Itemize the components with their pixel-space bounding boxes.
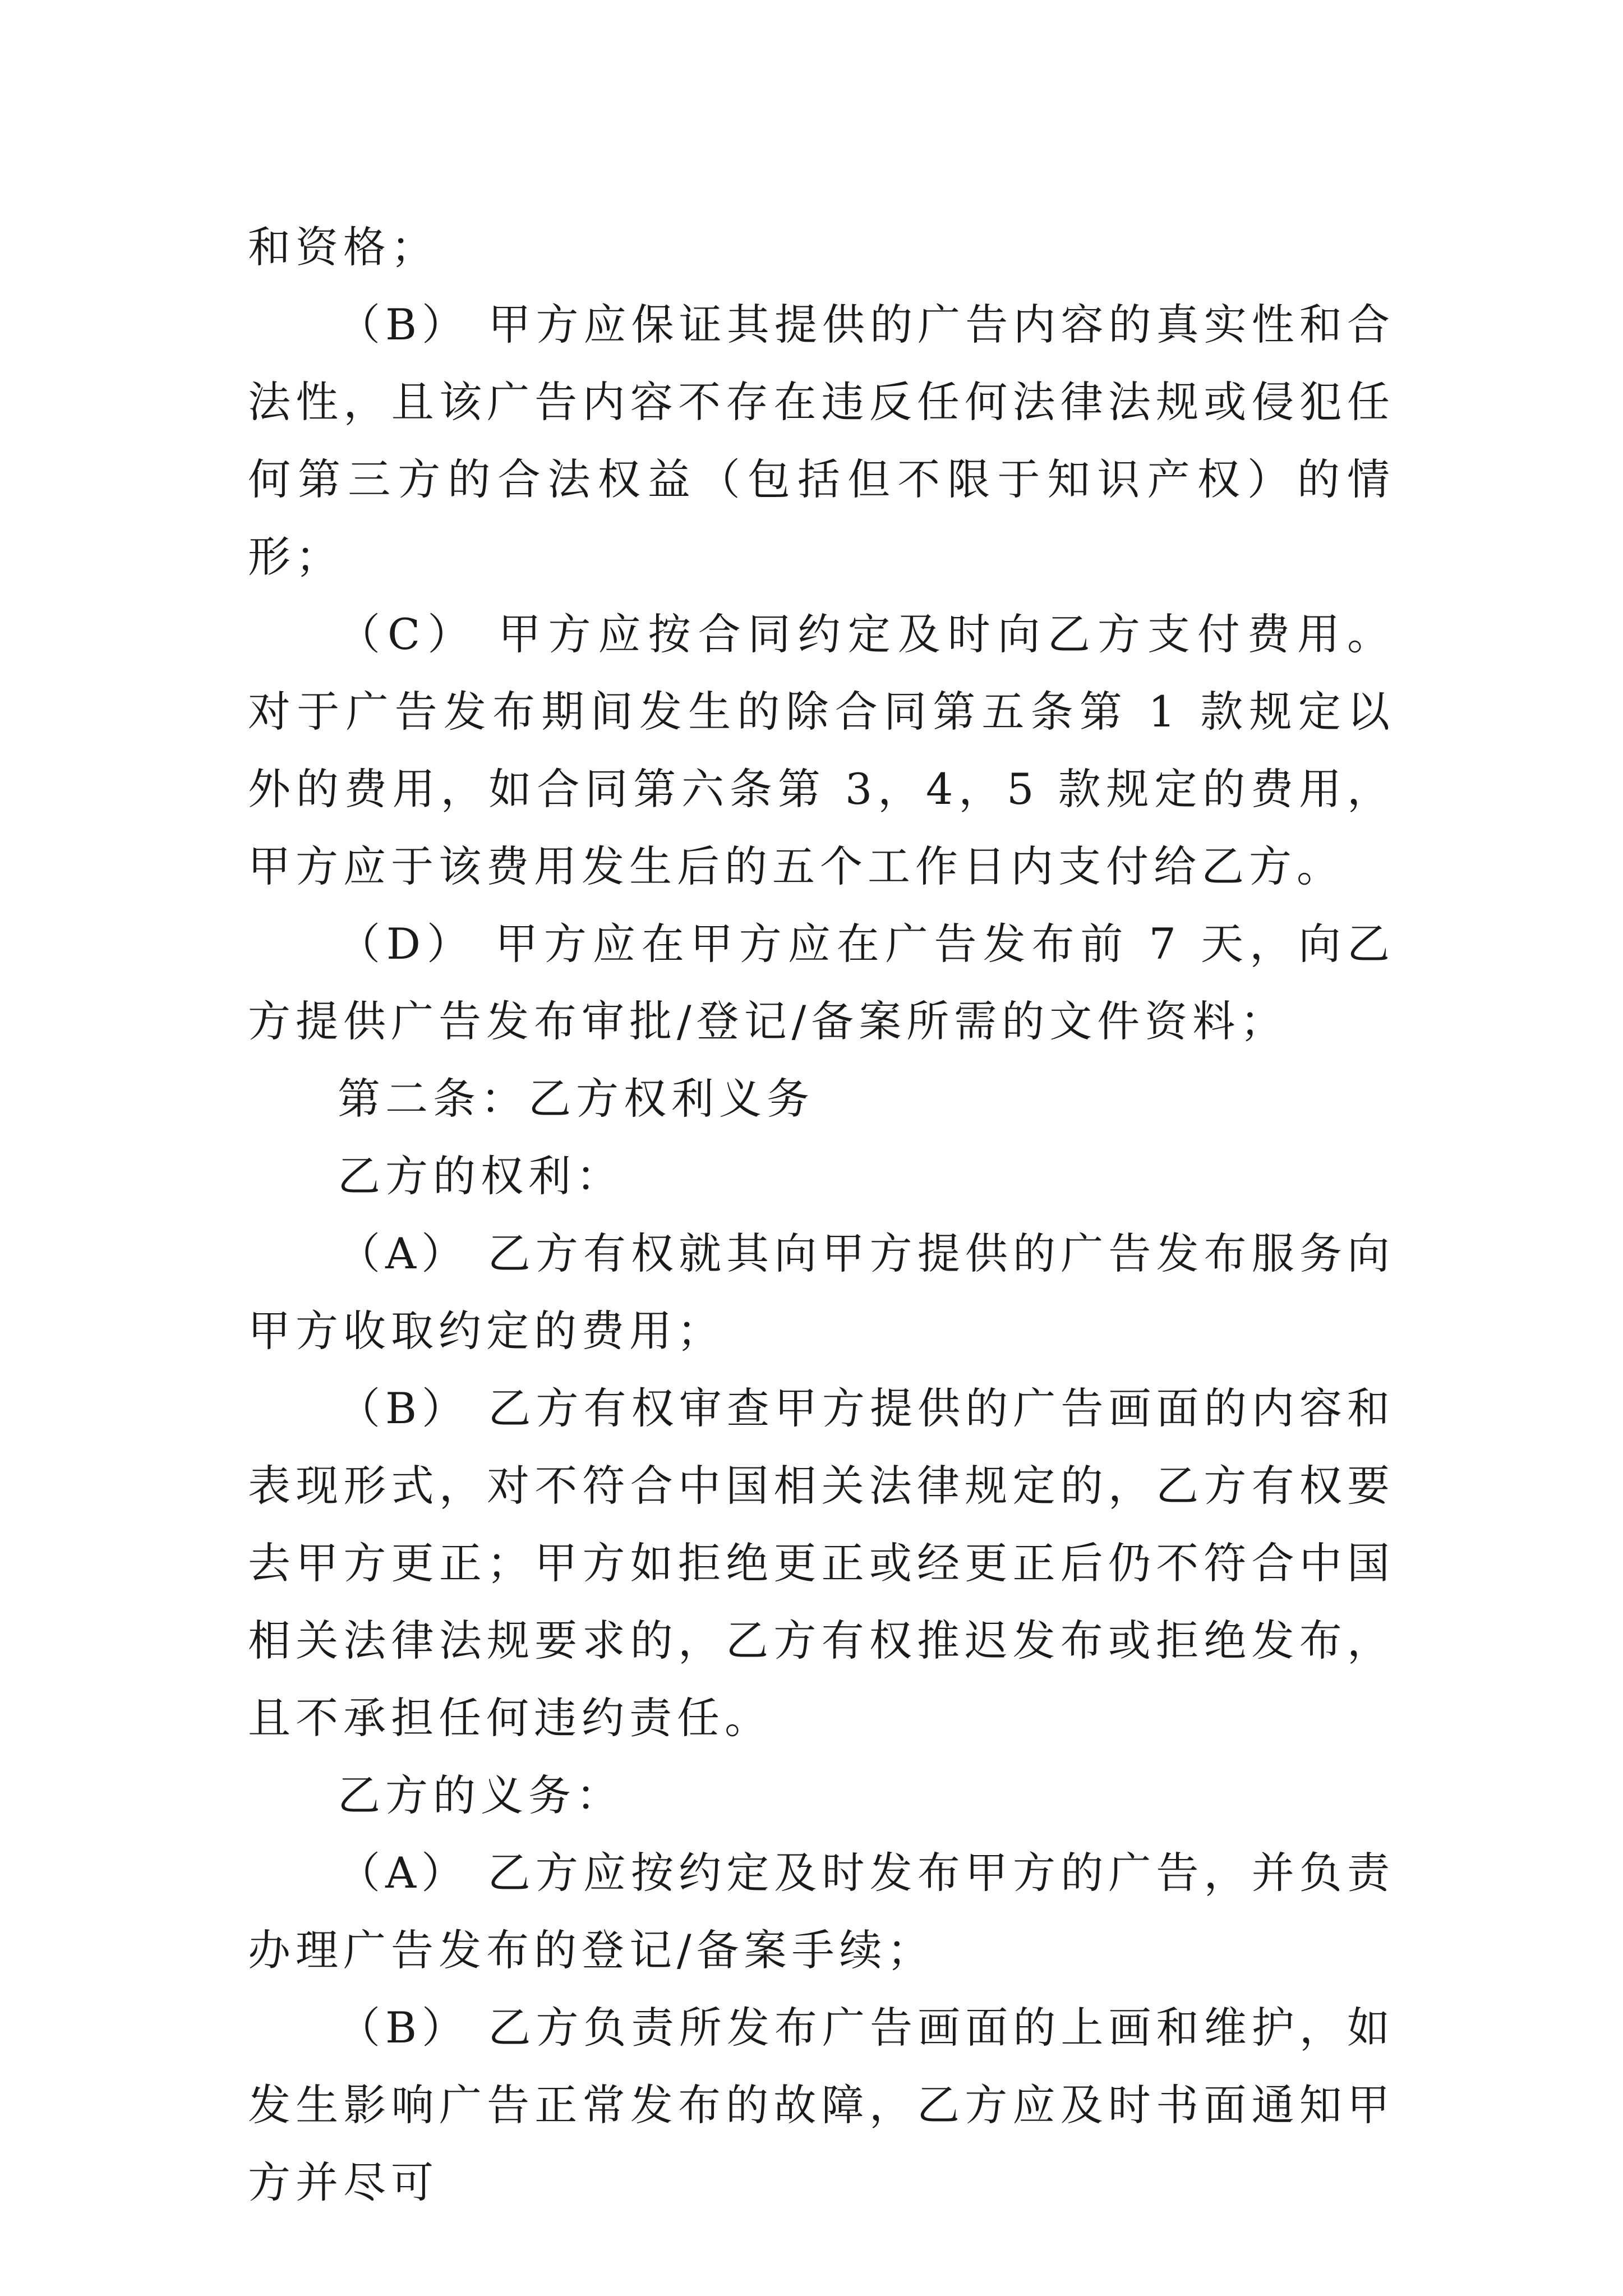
subheading-party-b-obligations: 乙方的义务： — [338, 1770, 624, 1820]
contract-body — [248, 209, 1395, 2221]
paragraph-party-b-obligation-a: （A） 乙方应按约定及时发布甲方的广告，并负责办理广告发布的登记/备案手续； — [248, 1848, 1395, 1975]
paragraph-continuation-qualification: 和资格； — [248, 222, 439, 272]
paragraph-party-a-clause-c: （C） 甲方应按合同约定及时向乙方支付费用。对于广告发布期间发生的除合同第五条第 1 款规定以外的费用，如合同第六条第 3，4，5 款规定的费用，甲方应于该费用发生后的五个工作日内支付给乙方。 — [248, 609, 1395, 891]
subheading-party-b-rights: 乙方的权利： — [338, 1151, 624, 1201]
paragraph-party-a-clause-b: （B） 甲方应保证其提供的广告内容的真实性和合法性，且该广告内容不存在违反任何法律法规或侵犯任何第三方的合法权益（包括但不限于知识产权）的情形； — [248, 300, 1395, 582]
paragraph-party-a-clause-d: （D） 甲方应在甲方应在广告发布前 7 天，向乙方提供广告发布审批/登记/备案所需的文件资料； — [248, 919, 1395, 1046]
paragraph-party-b-right-b: （B） 乙方有权审查甲方提供的广告画面的内容和表现形式，对不符合中国相关法律规定的，乙方有权要去甲方更正；甲方如拒绝更正或经更正后仍不符合中国相关法律法规要求的，乙方有权推迟发布或拒绝发布，且不承担任何违约责任。 — [248, 1383, 1395, 1743]
paragraph-party-b-obligation-b: （B） 乙方负责所发布广告画面的上画和维护，如发生影响广告正常发布的故障，乙方应及时书面通知甲方并尽可 — [248, 2003, 1395, 2207]
paragraph-party-b-right-a: （A） 乙方有权就其向甲方提供的广告发布服务向甲方收取约定的费用； — [248, 1228, 1395, 1356]
section-heading-article-2: 第二条：乙方权利义务 — [338, 1074, 814, 1124]
